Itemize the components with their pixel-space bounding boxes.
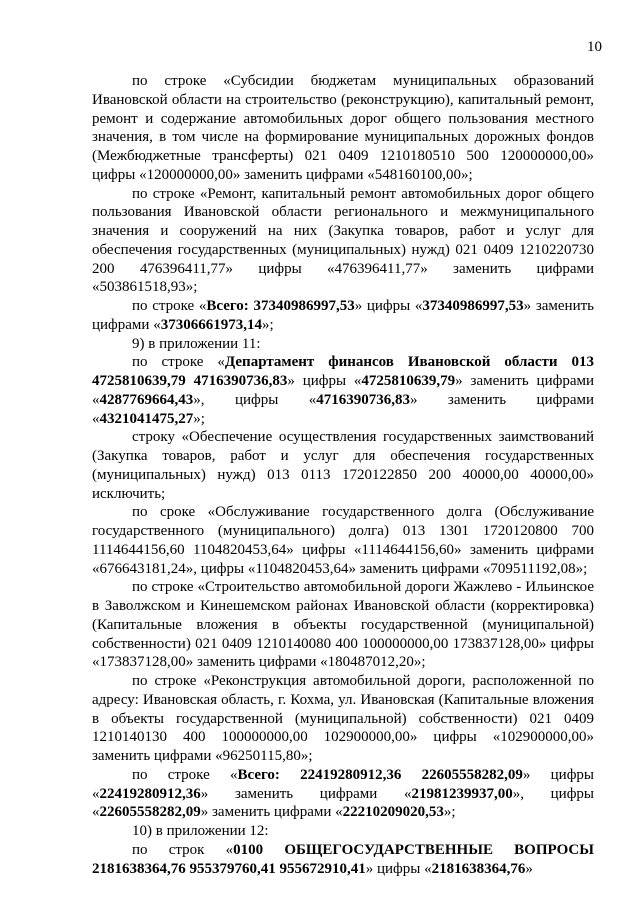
paragraph xyxy=(92,822,594,841)
text: по строке « xyxy=(132,766,238,783)
text: » заменить цифрами « xyxy=(200,804,343,821)
text: » цифры « xyxy=(287,373,362,389)
text: » цифры « xyxy=(365,860,432,877)
bold-text: Всего: 37340986997,53 xyxy=(206,298,355,314)
bold-text: 37340986997,53 xyxy=(422,298,524,314)
text: по строке «Субсидии бюджетам муниципальных образований Ивановской области на строительство (реконструкцию), капитальный ремонт, ремонт и содержание автомобильных дорог общего пользования местного значения, в том числе на формирование муниципальных дорожных фондов (Межбюджетные трансферты) 021 0409 1210180510 500 120000000,00» цифры «120000000,00» заменить цифрами «548160100,00»; xyxy=(92,73,594,183)
bold-text: 0100 ОБЩЕГОСУДАРСТВЕННЫЕ ВОПРОСЫ 2181638364,76 955379760,41 955672910,41 xyxy=(92,841,594,877)
text: » заменить цифрами « xyxy=(200,785,412,802)
text: по сроке «Обслуживание государственного долга (Обслуживание государственного (муниципального) долга) 013 1301 1720120800 700 1114644156,60 1104820453,64» цифры «1114644156,60» заменить цифрами «676643181,24», цифры «1104820453,64» заменить цифрами «709511192,08»; xyxy=(92,504,594,577)
text: », цифры « xyxy=(92,785,594,821)
text: » xyxy=(525,860,533,877)
text: по строке « xyxy=(132,354,225,371)
document-body xyxy=(92,72,594,878)
text: » цифры « xyxy=(92,766,594,802)
bold-text: Всего: 22419280912,36 22605558282,09 xyxy=(237,766,523,783)
paragraph xyxy=(92,578,594,672)
text: по строке «Реконструкция автомобильной дороги, расположенной по адресу: Ивановская область, г. Кохма, ул. Ивановская (Капитальные вложения в объекты государственной (муниципальной) собственности) 021 0409 1210140130 400 100000000,00 102900000,00» цифры «102900000,00» заменить цифрами «96250115,80»; xyxy=(92,673,594,764)
bold-text: 21981239937,00 xyxy=(411,785,513,802)
paragraph xyxy=(92,297,594,335)
paragraph xyxy=(92,503,594,578)
text: строку «Обеспечение осуществления государственных заимствований (Закупка товаров, работ и услуг для обеспечения государственных (муниципальных) нужд) 013 0113 1720122850 200 40000,00 40000,00» исключить; xyxy=(92,429,594,502)
paragraph xyxy=(92,766,594,822)
text: »; xyxy=(193,410,205,427)
paragraph xyxy=(92,353,594,428)
paragraph xyxy=(92,672,594,766)
bold-text: Департамент финансов Ивановской области 013 4725810639,79 4716390736,83 xyxy=(92,354,595,389)
bold-text: 22210209020,53 xyxy=(342,804,444,821)
text: 9) в приложении 11: xyxy=(132,335,261,352)
text: » заменить цифрами « xyxy=(92,391,594,427)
bold-text: 22419280912,36 xyxy=(99,785,201,802)
bold-text: 37306661973,14 xyxy=(160,316,262,333)
bold-text: 4321041475,27 xyxy=(99,410,194,427)
paragraph xyxy=(92,335,594,354)
text: » заменить цифрами « xyxy=(92,373,595,408)
paragraph xyxy=(92,185,594,298)
paragraph xyxy=(92,428,594,503)
text: по строке «Ремонт, капитальный ремонт автомобильных дорог общего пользования Ивановской области регионального и межмуниципального значения и сооружений на них (Закупка товаров, работ и услуг для обеспечения государственных (муниципальных) нужд) 021 0409 1210220730 200 476396411,77» цифры «476396411,77» заменить цифрами «503861518,93»; xyxy=(92,185,594,296)
text: по строк « xyxy=(132,841,234,858)
paragraph xyxy=(92,72,594,185)
paragraph xyxy=(92,841,594,879)
text: »; xyxy=(443,804,456,821)
text: », цифры « xyxy=(193,391,317,408)
bold-text: 4725810639,79 xyxy=(361,373,456,389)
text: » заменить цифрами « xyxy=(92,298,595,333)
bold-text: 4716390736,83 xyxy=(316,391,410,408)
text: по строке « xyxy=(132,298,207,314)
text: 10) в приложении 12: xyxy=(132,823,269,839)
text: »; xyxy=(261,316,274,333)
page-number: 10 xyxy=(587,39,602,55)
bold-text: 22605558282,09 xyxy=(99,804,201,821)
text: » цифры « xyxy=(354,298,423,314)
bold-text: 2181638364,76 xyxy=(431,860,526,877)
text: по строке «Строительство автомобильной дороги Жажлево - Ильинское в Заволжском и Кинешемском районах Ивановской области (корректировка) (Капитальные вложения в объекты государственной (муниципальной) собственности) 021 0409 1210140080 400 100000000,00 173837128,00» цифры «173837128,00» заменить цифрами «180487012,20»; xyxy=(92,579,594,671)
bold-text: 4287769664,43 xyxy=(99,391,194,408)
